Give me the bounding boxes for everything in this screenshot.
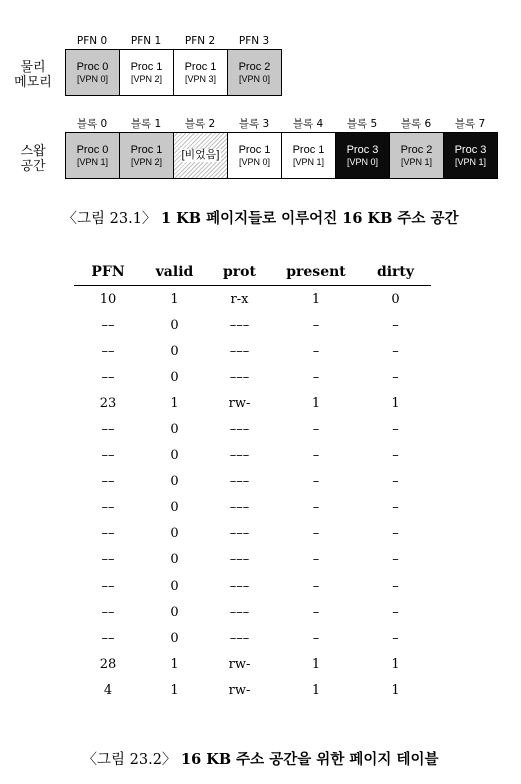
cell-present: – <box>312 526 320 542</box>
cell-valid: 0 <box>170 630 179 646</box>
physical-memory-label <box>8 60 58 90</box>
swap-block-4 <box>282 133 336 178</box>
block-vpn: [VPN 2] <box>130 156 162 167</box>
cell-present: – <box>312 369 320 385</box>
cell-present: – <box>312 552 320 568</box>
block-header: 블록 7 <box>454 118 486 130</box>
cell-pfn: –– <box>101 422 115 438</box>
block-header: 블록 5 <box>346 118 378 130</box>
caption-text: 16 KB 주소 공간을 위한 페이지 테이블 <box>181 751 439 768</box>
swap-block-0 <box>66 133 120 178</box>
cell-valid: 0 <box>170 500 179 516</box>
page-table-body <box>74 286 431 704</box>
cell-present: – <box>312 630 320 646</box>
swap-block-7 <box>444 133 497 178</box>
physical-memory-label-line1: 물리 <box>20 60 46 75</box>
pfn-header: PFN 3 <box>238 35 270 47</box>
block-vpn: [VPN 0] <box>238 156 270 167</box>
cell-pfn: –– <box>101 630 115 646</box>
physical-memory-label-line2: 메모리 <box>14 75 52 90</box>
cell-prot: ––– <box>229 500 250 516</box>
pfn-header: PFN 1 <box>130 35 162 47</box>
figure-23-2-caption <box>0 748 521 769</box>
table-row <box>74 338 431 364</box>
cell-valid: 0 <box>170 552 179 568</box>
cell-prot: ––– <box>229 552 250 568</box>
table-row <box>74 469 431 495</box>
page-table <box>74 258 431 704</box>
swap-block-3 <box>228 133 282 178</box>
cell-prot: ––– <box>229 422 250 438</box>
block-vpn: [VPN 1] <box>400 156 432 167</box>
caption-text: 1 KB 페이지들로 이루어진 16 KB 주소 공간 <box>161 210 459 227</box>
cell-dirty: – <box>392 448 399 464</box>
cell-valid: 1 <box>170 291 179 307</box>
cell-dirty: – <box>392 500 399 516</box>
cell-present: – <box>312 500 320 516</box>
frame-vpn: [VPN 0] <box>238 73 270 84</box>
cell-prot: rw- <box>228 682 251 698</box>
pfn-header: PFN 2 <box>184 35 216 47</box>
table-row <box>74 625 431 651</box>
block-proc: Proc 3 <box>454 143 487 156</box>
block-vpn: [VPN 0] <box>346 156 378 167</box>
cell-valid: 0 <box>170 578 179 594</box>
block-empty-label: [비었음] <box>181 149 220 161</box>
swap-space-blocks <box>65 132 498 179</box>
block-proc: Proc 1 <box>292 143 325 156</box>
cell-prot: r-x <box>230 291 249 307</box>
cell-pfn: –– <box>101 500 115 516</box>
block-proc: Proc 3 <box>346 143 379 156</box>
swap-space-label <box>8 144 58 174</box>
figure-23-1-caption <box>0 207 521 228</box>
block-proc: Proc 1 <box>130 143 163 156</box>
cell-pfn: 28 <box>99 656 117 672</box>
table-row <box>74 547 431 573</box>
table-row <box>74 286 431 313</box>
figure-23-1 <box>0 0 521 240</box>
cell-valid: 0 <box>170 526 179 542</box>
header-prot: prot <box>207 258 272 286</box>
swap-space-label-line2: 공간 <box>20 159 46 174</box>
cell-valid: 1 <box>170 656 179 672</box>
cell-valid: 1 <box>170 682 179 698</box>
swap-block-2 <box>174 133 228 178</box>
cell-prot: ––– <box>229 604 250 620</box>
block-header: 블록 4 <box>292 118 324 130</box>
table-row <box>74 573 431 599</box>
cell-prot: ––– <box>229 343 250 359</box>
block-header: 블록 6 <box>400 118 432 130</box>
cell-valid: 0 <box>170 343 179 359</box>
cell-dirty: 1 <box>391 395 400 411</box>
pfn-header: PFN 0 <box>76 35 108 47</box>
cell-valid: 1 <box>170 395 179 411</box>
cell-pfn: –– <box>101 526 115 542</box>
table-row <box>74 495 431 521</box>
cell-pfn: –– <box>101 448 115 464</box>
cell-valid: 0 <box>170 369 179 385</box>
cell-dirty: – <box>392 317 399 333</box>
block-header-row <box>65 118 497 130</box>
table-row <box>74 312 431 338</box>
cell-prot: rw- <box>228 395 251 411</box>
cell-present: – <box>312 422 320 438</box>
cell-pfn: –– <box>101 317 115 333</box>
physical-frame-0 <box>66 50 120 95</box>
header-dirty: dirty <box>360 258 431 286</box>
cell-valid: 0 <box>170 474 179 490</box>
caption-number: 〈그림 23.1〉 <box>62 211 157 227</box>
frame-proc: Proc 1 <box>184 60 217 73</box>
frame-proc: Proc 1 <box>130 60 163 73</box>
cell-valid: 0 <box>170 317 179 333</box>
swap-block-6 <box>390 133 444 178</box>
cell-dirty: – <box>392 526 399 542</box>
frame-proc: Proc 0 <box>76 60 109 73</box>
frame-vpn: [VPN 3] <box>184 73 216 84</box>
table-row <box>74 521 431 547</box>
cell-present: – <box>312 474 320 490</box>
block-header: 블록 0 <box>76 118 108 130</box>
block-proc: Proc 1 <box>238 143 271 156</box>
cell-pfn: –– <box>101 604 115 620</box>
frame-vpn: [VPN 0] <box>76 73 108 84</box>
cell-pfn: –– <box>101 578 115 594</box>
table-row <box>74 651 431 677</box>
table-row <box>74 599 431 625</box>
cell-pfn: 23 <box>99 395 117 411</box>
frame-proc: Proc 2 <box>238 60 271 73</box>
block-proc: Proc 2 <box>400 143 433 156</box>
cell-pfn: –– <box>101 552 115 568</box>
cell-present: 1 <box>311 682 321 698</box>
cell-valid: 0 <box>170 422 179 438</box>
swap-space-label-line1: 스왑 <box>20 144 46 159</box>
cell-dirty: – <box>392 343 399 359</box>
frame-vpn: [VPN 2] <box>130 73 162 84</box>
cell-pfn: –– <box>101 369 115 385</box>
cell-prot: ––– <box>229 630 250 646</box>
cell-prot: ––– <box>229 474 250 490</box>
cell-present: 1 <box>311 656 321 672</box>
cell-dirty: 1 <box>391 656 400 672</box>
physical-frame-1 <box>120 50 174 95</box>
cell-prot: ––– <box>229 448 250 464</box>
cell-dirty: 0 <box>391 291 400 307</box>
swap-block-1 <box>120 133 174 178</box>
cell-dirty: – <box>392 578 399 594</box>
block-vpn: [VPN 1] <box>76 156 108 167</box>
cell-prot: ––– <box>229 526 250 542</box>
cell-dirty: – <box>392 552 399 568</box>
cell-prot: ––– <box>229 578 250 594</box>
cell-prot: rw- <box>228 656 251 672</box>
cell-present: – <box>312 604 320 620</box>
cell-present: 1 <box>311 291 321 307</box>
cell-pfn: 4 <box>103 682 113 698</box>
cell-dirty: – <box>392 474 399 490</box>
cell-present: – <box>312 578 320 594</box>
block-proc: Proc 0 <box>76 143 109 156</box>
block-header: 블록 3 <box>238 118 270 130</box>
table-row <box>74 390 431 416</box>
page-table-header-row <box>74 258 431 286</box>
cell-present: – <box>312 343 320 359</box>
pfn-header-row <box>65 35 281 47</box>
cell-valid: 0 <box>170 448 179 464</box>
cell-prot: ––– <box>229 317 250 333</box>
cell-pfn: 10 <box>99 291 117 307</box>
caption-number: 〈그림 23.2〉 <box>82 752 177 768</box>
physical-frame-3 <box>228 50 281 95</box>
block-header: 블록 2 <box>184 118 216 130</box>
physical-memory-frames <box>65 49 282 96</box>
table-row <box>74 364 431 390</box>
header-valid: valid <box>142 258 207 286</box>
cell-dirty: 1 <box>391 682 400 698</box>
cell-pfn: –– <box>101 474 115 490</box>
header-present: present <box>272 258 360 286</box>
cell-dirty: – <box>392 630 399 646</box>
cell-pfn: –– <box>101 343 115 359</box>
cell-present: 1 <box>311 395 321 411</box>
block-header: 블록 1 <box>130 118 162 130</box>
cell-dirty: – <box>392 369 399 385</box>
cell-dirty: – <box>392 422 399 438</box>
physical-frame-2 <box>174 50 228 95</box>
block-vpn: [VPN 1] <box>454 156 486 167</box>
header-pfn: PFN <box>74 258 142 286</box>
swap-block-5 <box>336 133 390 178</box>
table-row <box>74 677 431 703</box>
cell-valid: 0 <box>170 604 179 620</box>
table-row <box>74 416 431 442</box>
table-row <box>74 443 431 469</box>
cell-present: – <box>312 448 320 464</box>
cell-dirty: – <box>392 604 399 620</box>
cell-prot: ––– <box>229 369 250 385</box>
block-vpn: [VPN 1] <box>292 156 324 167</box>
cell-present: – <box>312 317 320 333</box>
